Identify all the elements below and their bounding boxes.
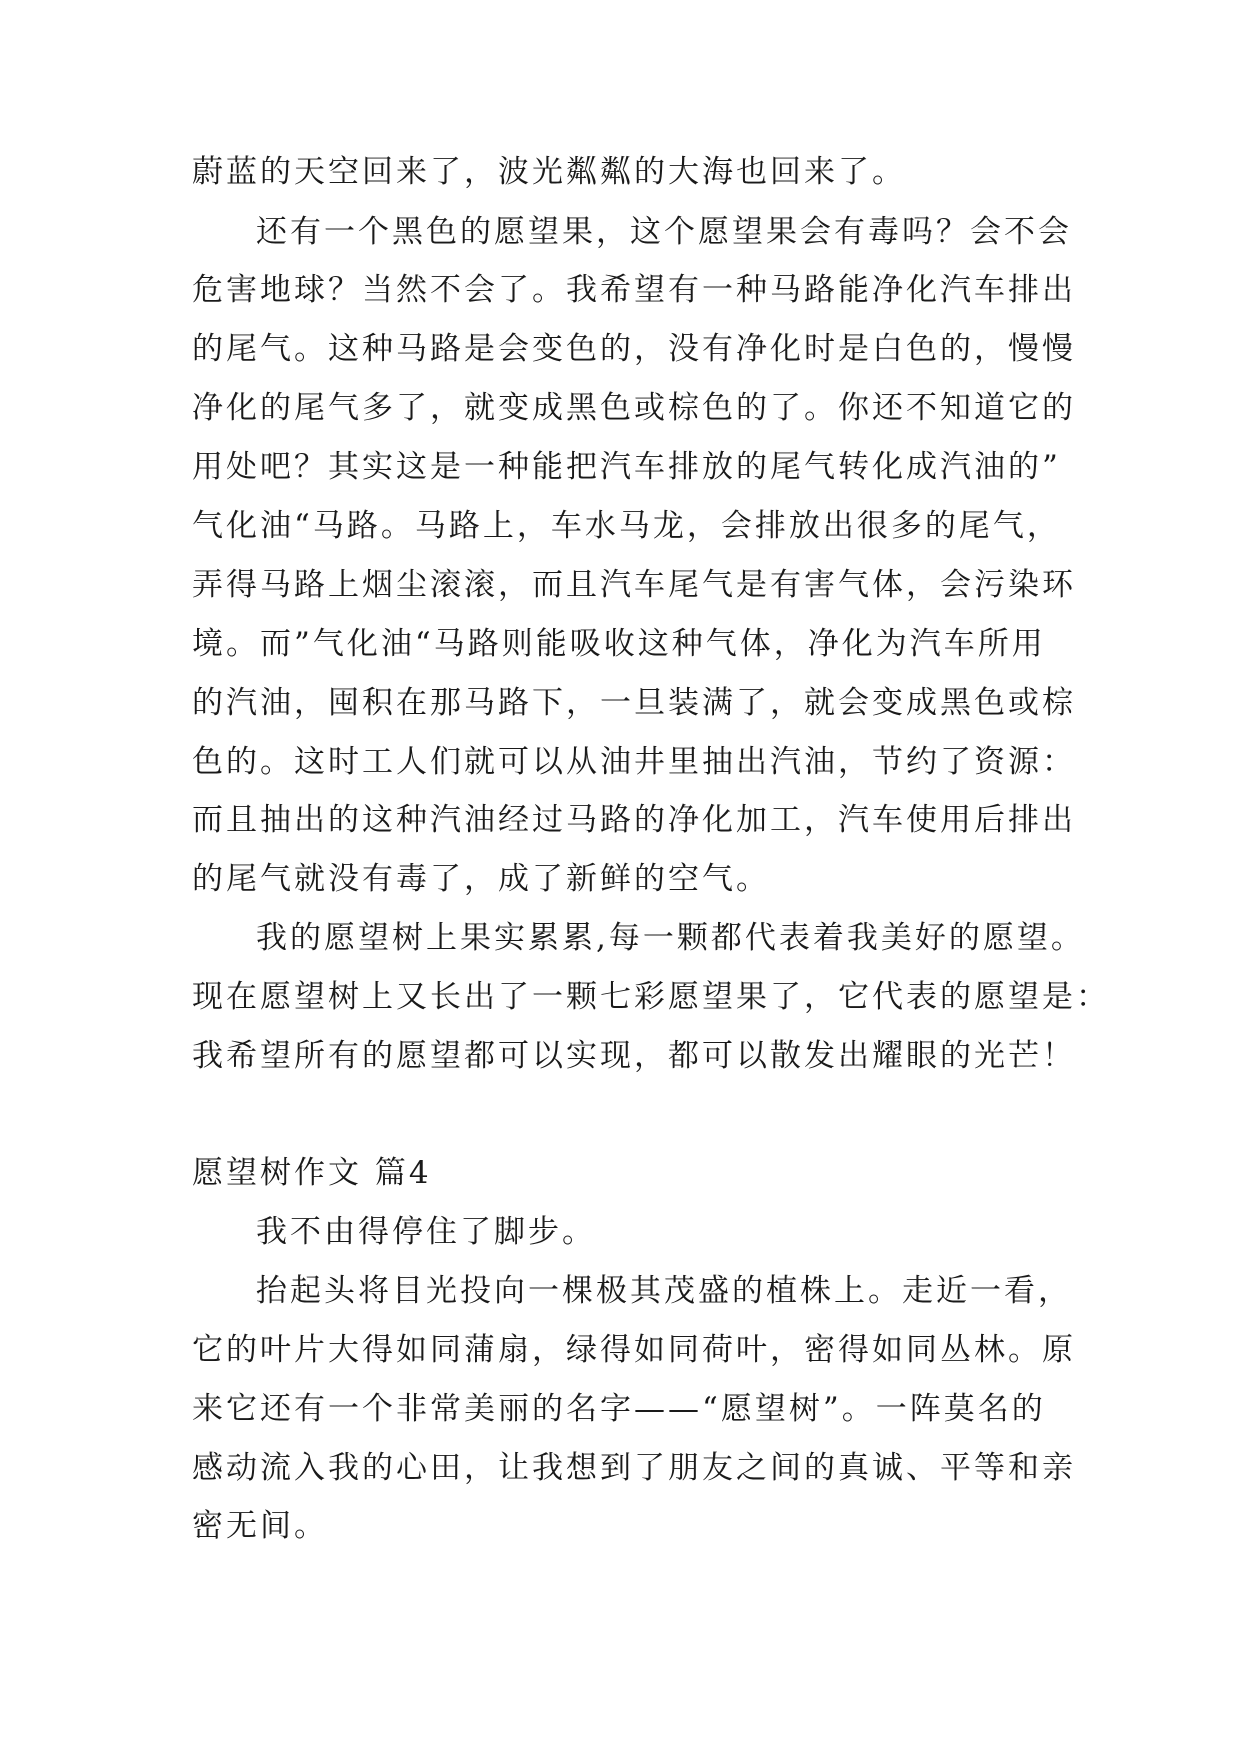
section-heading: 愿望树作文 篇4 [192,1155,432,1191]
paragraph-line: 用处吧？其实这是一种能把汽车排放的尾气转化成汽油的” [192,449,1061,485]
paragraph-line: 蔚蓝的天空回来了，波光粼粼的大海也回来了。 [192,154,906,190]
paragraph-line: 气化油“马路。马路上，车水马龙，会排放出很多的尾气， [192,508,1061,544]
paragraph-line: 我的愿望树上果实累累,每一颗都代表着我美好的愿望。 [256,920,1085,956]
paragraph-line: 感动流入我的心田，让我想到了朋友之间的真诚、平等和亲 [192,1450,1076,1486]
paragraph-line: 境。而”气化油“马路则能吸收这种气体，净化为汽车所用 [192,626,1046,662]
paragraph-line: 抬起头将目光投向一棵极其茂盛的植株上。走近一看， [256,1273,1072,1309]
paragraph-line: 它的叶片大得如同蒲扇，绿得如同荷叶，密得如同丛林。原 [192,1332,1076,1368]
paragraph-line: 的汽油，囤积在那马路下，一旦装满了，就会变成黑色或棕 [192,685,1076,721]
paragraph-line: 密无间。 [192,1508,328,1544]
paragraph-line: 我希望所有的愿望都可以实现，都可以散发出耀眼的光芒！ [192,1038,1076,1074]
paragraph-line: 净化的尾气多了，就变成黑色或棕色的了。你还不知道它的 [192,390,1076,426]
paragraph-line: 我不由得停住了脚步。 [256,1214,596,1250]
paragraph-line: 而且抽出的这种汽油经过马路的净化加工，汽车使用后排出 [192,802,1076,838]
paragraph-line: 的尾气就没有毒了，成了新鲜的空气。 [192,861,770,897]
paragraph-line: 的尾气。这种马路是会变色的，没有净化时是白色的，慢慢 [192,331,1076,367]
paragraph-line: 现在愿望树上又长出了一颗七彩愿望果了，它代表的愿望是： [192,979,1110,1015]
paragraph-line: 弄得马路上烟尘滚滚，而且汽车尾气是有害气体，会污染环 [192,567,1076,603]
paragraph-line: 来它还有一个非常美丽的名字——“愿望树”。一阵莫名的 [192,1391,1046,1427]
paragraph-line: 还有一个黑色的愿望果，这个愿望果会有毒吗？会不会 [256,214,1072,250]
paragraph-line: 危害地球？当然不会了。我希望有一种马路能净化汽车排出 [192,272,1076,308]
paragraph-line: 色的。这时工人们就可以从油井里抽出汽油，节约了资源： [192,744,1076,780]
